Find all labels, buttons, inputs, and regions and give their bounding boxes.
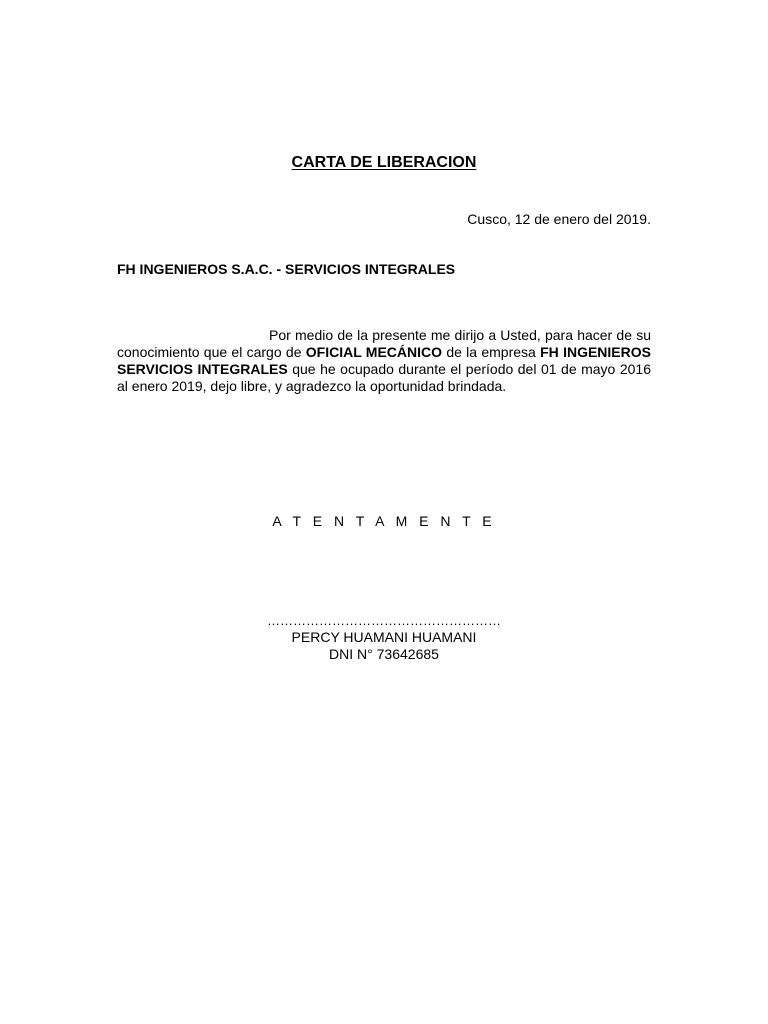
letter-title: CARTA DE LIBERACION bbox=[291, 154, 477, 171]
body-position: OFICIAL MECÁNICO bbox=[305, 344, 443, 360]
letter-closing: A T E N T A M E N T E bbox=[272, 513, 496, 529]
letter-recipient: FH INGENIEROS S.A.C. - SERVICIOS INTEGRALES bbox=[117, 261, 456, 277]
body-text-part-3: que he ocupado durante el período del 01 de mayo 2016 al enero 2019, dejo libre, y agradezco la oportunidad brindada. bbox=[117, 361, 651, 394]
signature-block bbox=[0, 612, 768, 663]
letter-body bbox=[117, 327, 651, 395]
signatory-dni: DNI N° 73642685 bbox=[329, 646, 439, 662]
body-text-part-1: Por medio de la presente me dirijo a Usted, para hacer de su conocimiento que el cargo de bbox=[117, 327, 651, 360]
body-text-part-2: de la empresa bbox=[442, 344, 541, 360]
body-company: FH INGENIEROS SERVICIOS INTEGRALES bbox=[117, 344, 651, 377]
signature-line: ……………………………………………… bbox=[267, 613, 501, 628]
signatory-name: PERCY HUAMANI HUAMANI bbox=[291, 629, 477, 645]
letter-date: Cusco, 12 de enero del 2019. bbox=[467, 211, 651, 227]
